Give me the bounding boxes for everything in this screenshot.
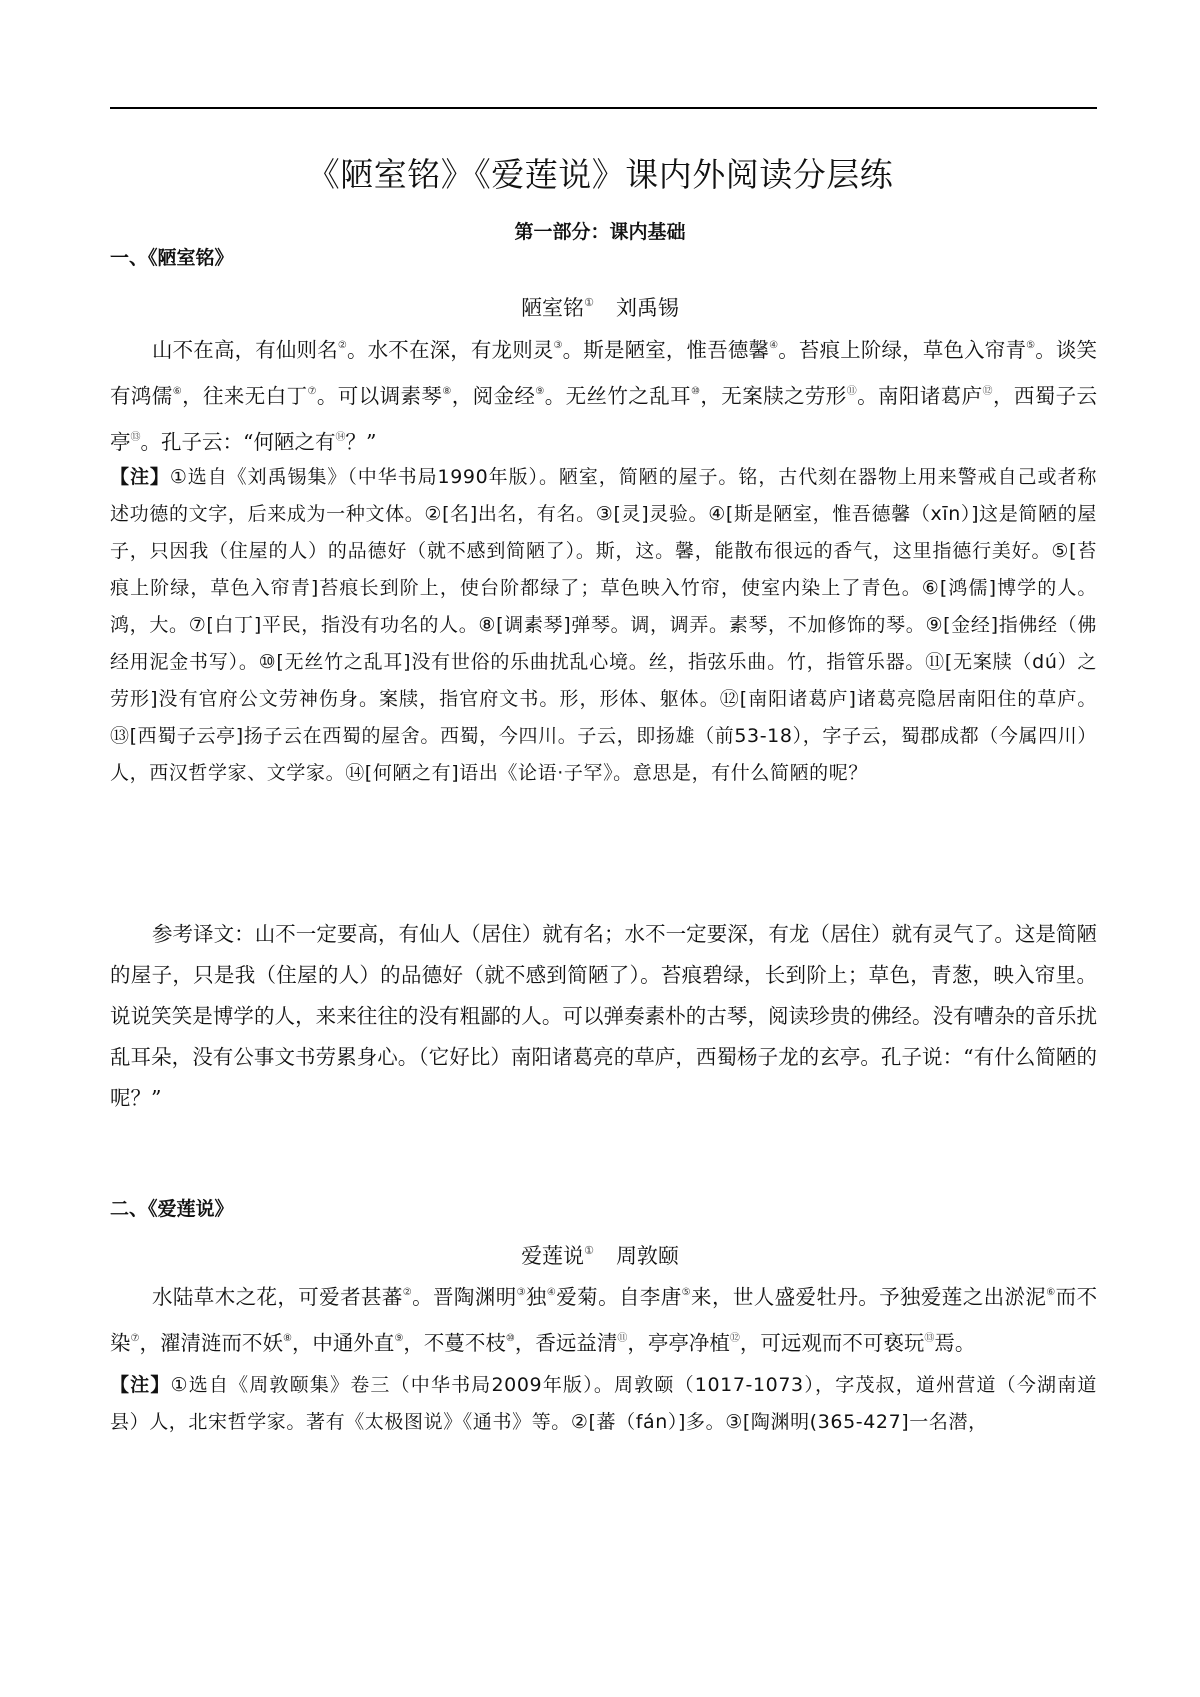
footnote-mark: ⑫ [982,386,993,397]
note-tag: 【注】 [110,466,170,488]
footnote-mark: ⑤ [681,1287,692,1298]
poem-title-line-1 [0,288,1200,323]
text-run: 来，世人盛爱牡丹。予独爱莲之出淤泥 [691,1285,1047,1309]
text-run: ，不蔓不枝 [403,1331,506,1355]
footnote-mark: ⑩ [505,1333,515,1344]
text-run: 水陆草木之花，可爱者甚蕃 [152,1285,403,1309]
text-run: 爱菊。自李唐 [556,1285,682,1309]
text-run: 。可以调素琴 [316,384,443,408]
note-text: ①选自《刘禹锡集》（中华书局1990年版）。陋室，简陋的屋子。铭，古代刻在器物上用来警戒自己或者称述功德的文字，后来成为一种文体。②[名]出名，有名。③[灵]灵验。④[斯是陋室，惟吾德馨（xīn）]这是简陋的屋子，只因我（住屋的人）的品德好（就不感到简陋了）。斯，这。馨，能散布很远的香气，这里指德行美好。⑤[苔痕上阶绿，草色入帘青]苔痕长到阶上，使台阶都绿了；草色映入竹帘，使室内染上了青色。⑥[鸿儒]博学的人。鸿，大。⑦[白丁]平民，指没有功名的人。⑧[调素琴]弹琴。调，调弄。素琴，不加修饰的琴。⑨[金经]指佛经（佛经用泥金书写）。⑩[无丝竹之乱耳]没有世俗的乐曲扰乱心境。丝，指弦乐曲。竹，指管乐器。⑪[无案牍（dú）之劳形]没有官府公文劳神伤身。案牍，指官府文书。形，形体、躯体。⑫[南阳诸葛庐]诸葛亮隐居南阳住的草庐。⑬[西蜀子云亭]扬子云在西蜀的屋舍。西蜀，今四川。子云，即扬雄（前53-18），字子云，蜀郡成都（今属四川）人，西汉哲学家、文学家。⑭[何陋之有]语出《论语·子罕》。意思是，有什么简陋的呢？ [110,466,1097,784]
footnote-mark: ① [584,296,594,309]
footnote-mark: ② [337,340,347,351]
original-text-1 [110,325,1097,463]
footnote-mark: ⑨ [394,1333,404,1344]
text-run: 。谈笑有鸿儒 [110,338,1098,408]
footnote-mark: ③ [516,1287,526,1298]
text-run: ，阅金经 [451,384,536,408]
footnote-mark: ① [584,1244,594,1257]
poem-author: 刘禹锡 [615,296,679,320]
section-heading-2: 二、《爱莲说》 [110,1198,234,1220]
footnote-mark: ⑬ [130,432,141,443]
text-run: ？” [345,430,377,454]
footnote-mark: ⑭ [335,432,346,443]
text-run: ，西蜀子云亭 [110,384,1098,454]
text-run: 。斯是陋室，惟吾德馨 [562,338,770,362]
text-run: ，中通外直 [291,1331,395,1355]
text-run: 焉。 [934,1331,976,1355]
text-run: 。水不在深，有龙则灵 [347,338,554,362]
text-run: 。南阳诸葛庐 [857,384,983,408]
note-text: ①选自《周敦颐集》卷三（中华书局2009年版）。周敦颐（1017-1073），字茂叔，道州营道（今湖南道县）人，北宋哲学家。著有《太极图说》《通书》等。②[蕃（fán）]多。③[陶渊明(365-427]一名潜， [110,1374,1097,1433]
footnote-mark: ② [402,1287,413,1298]
part-title: 第一部分：课内基础 [514,221,686,243]
header-rule [110,107,1097,109]
original-text-2 [110,1272,1097,1364]
footnote-mark: ⑦ [130,1333,140,1344]
text-run: ，濯清涟而不妖 [139,1331,283,1355]
poem-title: 陋室铭 [521,296,585,320]
footnote-mark: ⑧ [442,386,452,397]
text-run: 而不染 [110,1285,1098,1355]
text-run: 。孔子云：“何陋之有 [140,430,336,454]
footnote-mark: ⑨ [535,386,545,397]
text-run: 山不在高，有仙则名 [152,338,338,362]
text-run: 。苔痕上阶绿，草色入帘青 [778,338,1027,362]
text-run: 独 [526,1285,547,1309]
text-run: ，香远益清 [514,1331,618,1355]
translation-text-1: 参考译文：山不一定要高，有仙人（居住）就有名；水不一定要深，有龙（居住）就有灵气了。这是简陋的屋子，只是我（住屋的人）的品德好（就不感到简陋了）。苔痕碧绿，长到阶上；草色，青葱，映入帘里。说说笑笑是博学的人，来来往往的没有粗鄙的人。可以弹奏素朴的古琴，阅读珍贵的佛经。没有嘈杂的音乐扰乱耳朵，没有公事文书劳累身心。（它好比）南阳诸葛亮的草庐，西蜀杨子龙的玄亭。孔子说：“有什么简陋的呢？” [110,922,1097,1110]
section-heading-1: 一、《陋室铭》 [110,247,234,269]
text-run: ，亭亭净植 [627,1331,730,1355]
footnote-mark: ⑬ [924,1333,935,1344]
footnote-mark: ⑤ [1026,340,1036,351]
text-run: ，往来无白丁 [182,384,308,408]
text-run: 。无丝竹之乱耳 [544,384,692,408]
poem-author: 周敦颐 [615,1244,679,1268]
footnote-mark: ⑥ [1046,1287,1056,1298]
footnote-mark: ③ [553,340,563,351]
footnote-mark: ④ [769,340,779,351]
document-title: 《陋室铭》《爱莲说》课内外阅读分层练 [306,155,894,194]
footnote-mark: ⑪ [617,1333,628,1344]
annotation-block-2 [110,1367,1097,1441]
poem-title-line-2 [0,1236,1200,1271]
footnote-mark: ⑧ [282,1333,292,1344]
footnote-mark: ⑦ [307,386,317,397]
footnote-mark: ⑥ [172,386,183,397]
footnote-mark: ⑩ [691,386,701,397]
footnote-mark: ⑪ [846,386,858,397]
text-run: 。晋陶渊明 [412,1285,517,1309]
footnote-mark: ⑫ [729,1333,740,1344]
footnote-mark: ④ [546,1287,557,1298]
note-tag: 【注】 [110,1374,171,1396]
text-run: ，可远观而不可亵玩 [739,1331,925,1355]
text-run: ，无案牍之劳形 [700,384,847,408]
poem-title: 爱莲说 [521,1244,585,1268]
annotation-block-1 [110,459,1097,792]
